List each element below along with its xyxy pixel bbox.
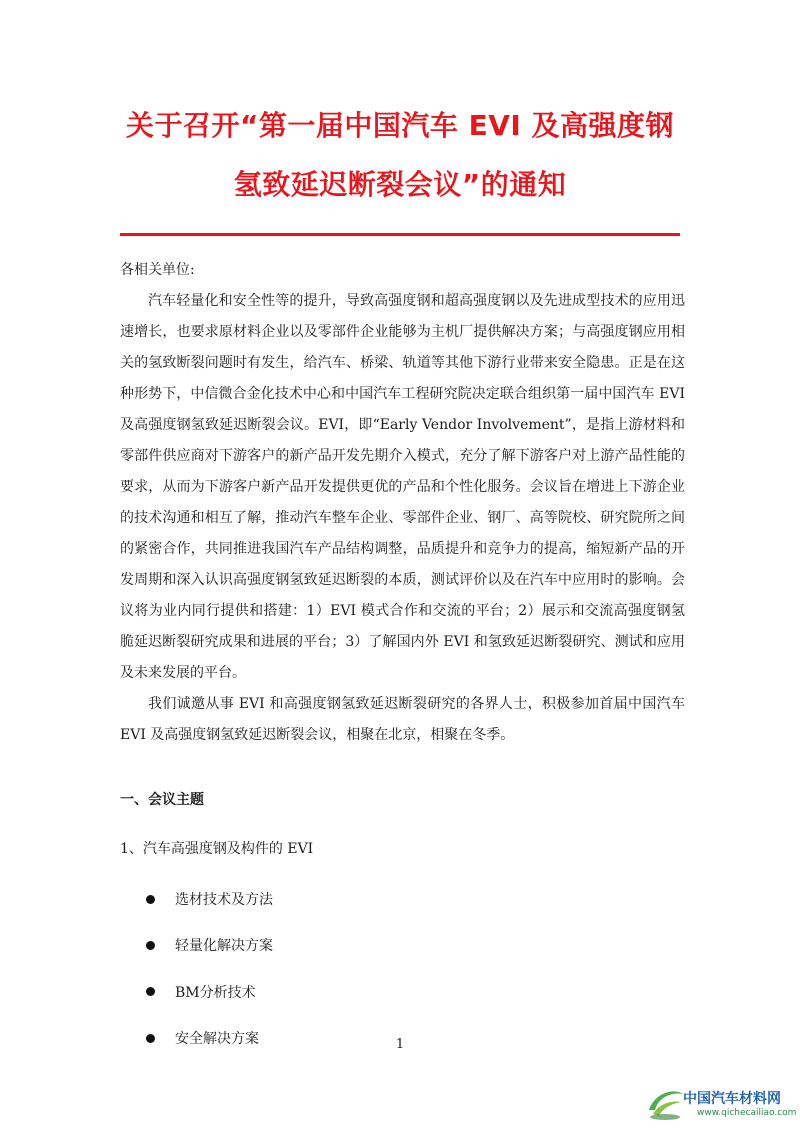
list-item <box>146 969 273 1015</box>
document-title-line-2: 氢致延迟断裂会议”的通知 <box>233 168 567 201</box>
list-item <box>146 922 273 968</box>
watermark-name: 中国汽车材料网 <box>683 1091 781 1107</box>
page-number: 1 <box>395 1037 405 1052</box>
list-item <box>146 876 273 922</box>
bullet-icon <box>146 895 155 904</box>
document-title-line-1: 关于召开“第一届中国汽车 EVI 及高强度钢 <box>125 109 675 142</box>
document-body <box>120 255 685 751</box>
list-item-label: BM分析技术 <box>175 984 256 1001</box>
list-item-label: 轻量化解决方案 <box>175 938 273 955</box>
paragraph-invitation: 我们诚邀从事 EVI 和高强度钢氢致延迟断裂研究的各界人士，积极参加首届中国汽车 EVI 及高强度钢氢致延迟断裂会议，相聚在北京，相聚在冬季。 <box>120 696 685 743</box>
subheading-evi: 1、汽车高强度钢及构件的 EVI <box>120 841 314 857</box>
bullet-icon <box>146 987 155 996</box>
watermark-url: www.qichecailiao.com <box>697 1108 797 1118</box>
theme-bullet-list <box>146 876 273 1061</box>
car-swoosh-icon <box>645 1084 685 1124</box>
list-item-label: 安全解决方案 <box>175 1031 259 1048</box>
section-heading-theme: 一、会议主题 <box>120 792 204 808</box>
bullet-icon <box>146 941 155 950</box>
list-item-label: 选材技术及方法 <box>175 892 273 909</box>
salutation: 各相关单位: <box>120 262 195 278</box>
watermark-logo <box>645 1082 795 1127</box>
title-divider <box>120 233 680 236</box>
paragraph-intro: 汽车轻量化和安全性等的提升，导致高强度钢和超高强度钢以及先进成型技术的应用迅速增长，也要求原材料企业以及零部件企业能够为主机厂提供解决方案；与高强度钢应用相关的氢致断裂问题时有发生，给汽车、桥梁、轨道等其他下游行业带来安全隐患。正是在这种形势下，中信微合金化技术中心和中国汽车工程研究院决定联合组织第一届中国汽车 EVI 及高强度钢氢致延迟断裂会议。EVI，即“Early Vendor Involvement”，是指上游材料和零部件供应商对下游客户的新产品开发先期介入模式，充分了解下游客户对上游产品性能的要求，从而为下游客户新产品开发提供更优的产品和个性化服务。会议旨在增进上下游企业的技术沟通和相互了解，推动汽车整车企业、零部件企业、钢厂、高等院校、研究院所之间的紧密合作，共同推进我国汽车产品结构调整，品质提升和竞争力的提高，缩短新产品的开发周期和深入认识高强度钢氢致延迟断裂的本质，测试评价以及在汽车中应用时的影响。会议将为业内同行提供和搭建：1）EVI 模式合作和交流的平台；2）展示和交流高强度钢氢脆延迟断裂研究成果和进展的平台；3）了解国内外 EVI 和氢致延迟断裂研究、测试和应用及未来发展的平台。 <box>120 293 685 681</box>
